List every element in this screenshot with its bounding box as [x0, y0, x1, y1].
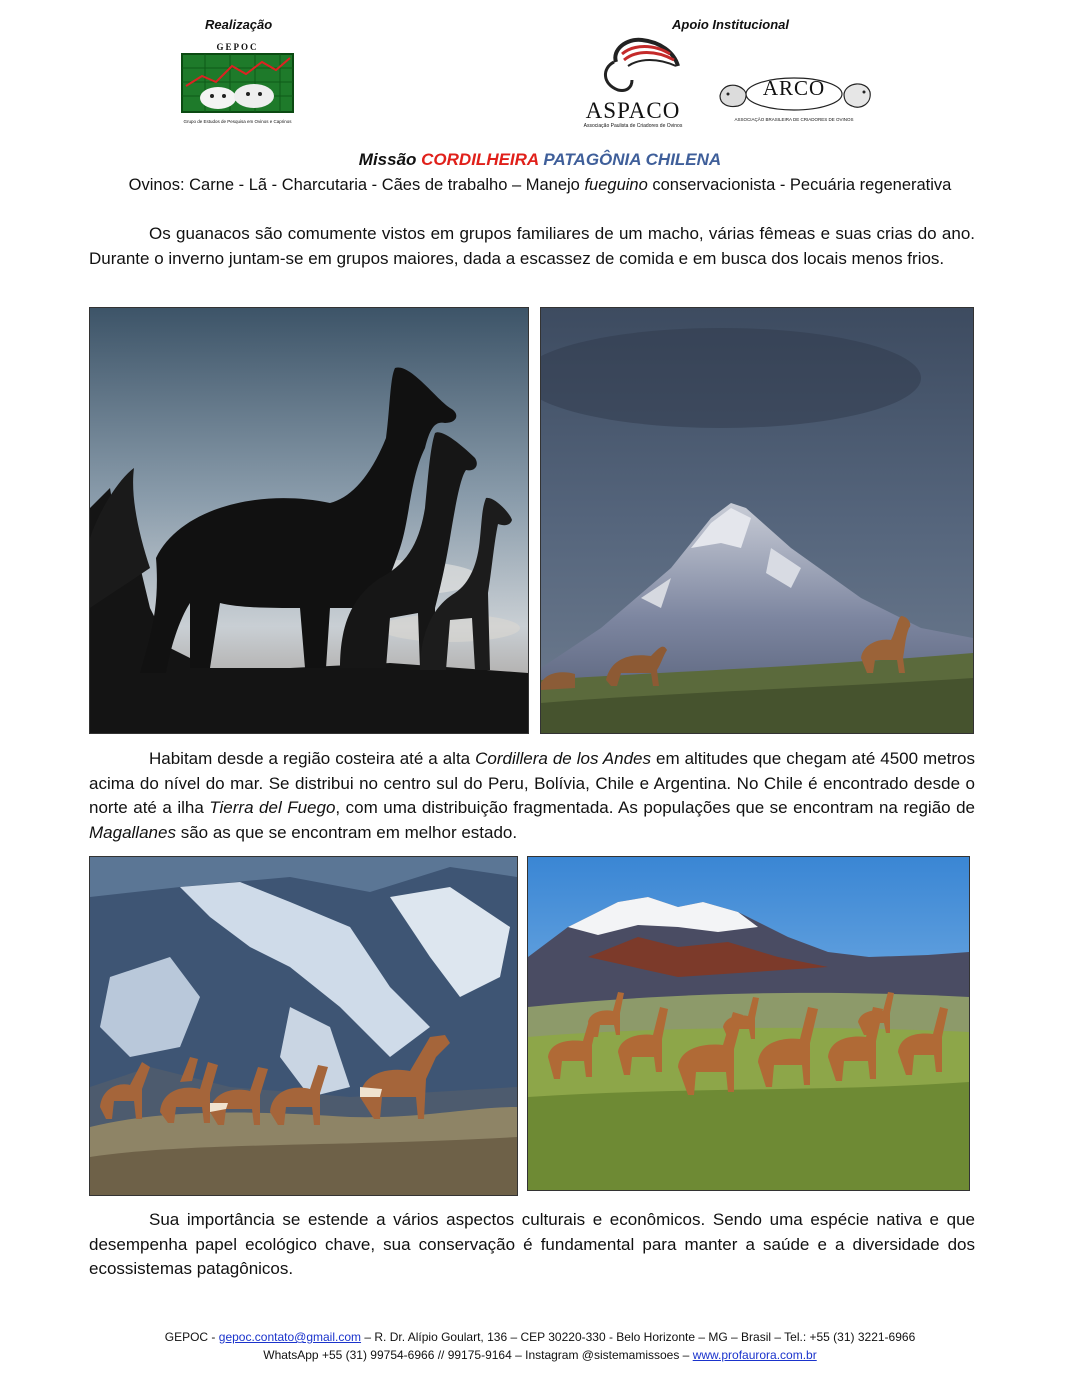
title-patagonia: PATAGÔNIA CHILENA	[543, 150, 722, 169]
photo-guanacos-snowy-slope	[89, 856, 518, 1196]
paragraph-2	[89, 747, 975, 845]
p2-cordillera: Cordillera de los Andes	[475, 749, 651, 768]
photo-guanacos-volcano	[540, 307, 974, 734]
gepoc-logo-tagline: Grupo de Estudos de Pesquisa em Ovinos e Caprinos	[183, 119, 292, 124]
aspaco-logo	[578, 32, 688, 130]
title-cordilheira: CORDILHEIRA	[421, 150, 539, 169]
footer-contacts: WhatsApp +55 (31) 99754-6966 // 99175-9164 – Instagram @sistemamissoes –	[263, 1348, 690, 1362]
photo-guanaco-silhouettes	[89, 307, 529, 734]
subtitle-after: conservacionista - Pecuária regenerativa	[652, 176, 952, 194]
footer-org: GEPOC -	[164, 1330, 216, 1344]
aspaco-logo-name: ASPACO	[585, 98, 681, 123]
footer-line-2	[0, 1346, 1080, 1364]
aspaco-logo-emblem	[578, 32, 688, 94]
footer-website-link[interactable]: www.profaurora.com.br	[692, 1348, 817, 1362]
aspaco-logo-tagline: Associação Paulista de Criadores de Ovinos	[583, 123, 683, 129]
p2-text-e: , com uma distribuição fragmentada. As populações que se encontram na região de	[335, 798, 976, 817]
apoio-institucional-label: Apoio Institucional	[672, 17, 789, 32]
page-subtitle	[60, 176, 1020, 195]
page-title	[0, 150, 1080, 170]
paragraph-1-text: Os guanacos são comumente vistos em grupos familiares de um macho, várias fêmeas e suas crias do ano. Durante o inverno juntam-se em grupos maiores, dada a escassez de comida e em busca dos locais menos frios.	[89, 224, 975, 268]
photo-guanaco-herd	[527, 856, 970, 1191]
paragraph-3-text: Sua importância se estende a vários aspectos culturais e econômicos. Sendo uma espécie nativa e que desempenha papel ecológico chave, sua conservação é fundamental para manter a saúde e a diversidade dos ecossistemas patagônicos.	[89, 1210, 975, 1278]
footer-line-1	[0, 1328, 1080, 1346]
p2-text-g: são as que se encontram em melhor estado.	[180, 822, 518, 842]
p2-magallanes: Magallanes	[89, 822, 176, 842]
subtitle-before: Ovinos: Carne - Lã - Charcutaria - Cães de trabalho – Manejo	[128, 176, 580, 194]
p2-tierra-del-fuego: Tierra del Fuego	[209, 798, 336, 817]
gepoc-logo	[180, 42, 295, 130]
p2-text-a: Habitam desde a região costeira até a alta	[149, 749, 471, 768]
paragraph-3	[89, 1208, 975, 1282]
gepoc-logo-emblem	[180, 52, 295, 114]
title-missao: Missão	[358, 150, 417, 169]
p2-text-c: em altitudes que chegam até 4500 metros acima do nível do mar. Se distribui no centro sul do Peru, Bolívia, Chile e Argentina. No Chile é encontrado desde o norte até a ilha	[89, 749, 975, 817]
subtitle-italic: fueguino	[584, 176, 648, 194]
footer-address: – R. Dr. Alípio Goulart, 136 – CEP 30220-330 - Belo Horizonte – MG – Brasil – Tel.: +55 (31) 3221-6966	[364, 1330, 916, 1344]
arco-logo	[714, 72, 874, 122]
paragraph-1	[89, 222, 975, 271]
footer	[0, 1328, 1080, 1364]
arco-logo-tagline: ASSOCIAÇÃO BRASILEIRA DE CRIADORES DE OVINOS	[734, 117, 854, 122]
footer-email-link[interactable]: gepoc.contato@gmail.com	[218, 1330, 362, 1344]
gepoc-logo-name: GEPOC	[216, 42, 259, 52]
arco-logo-name: ARCO	[762, 76, 826, 100]
realizacao-label: Realização	[205, 17, 273, 32]
